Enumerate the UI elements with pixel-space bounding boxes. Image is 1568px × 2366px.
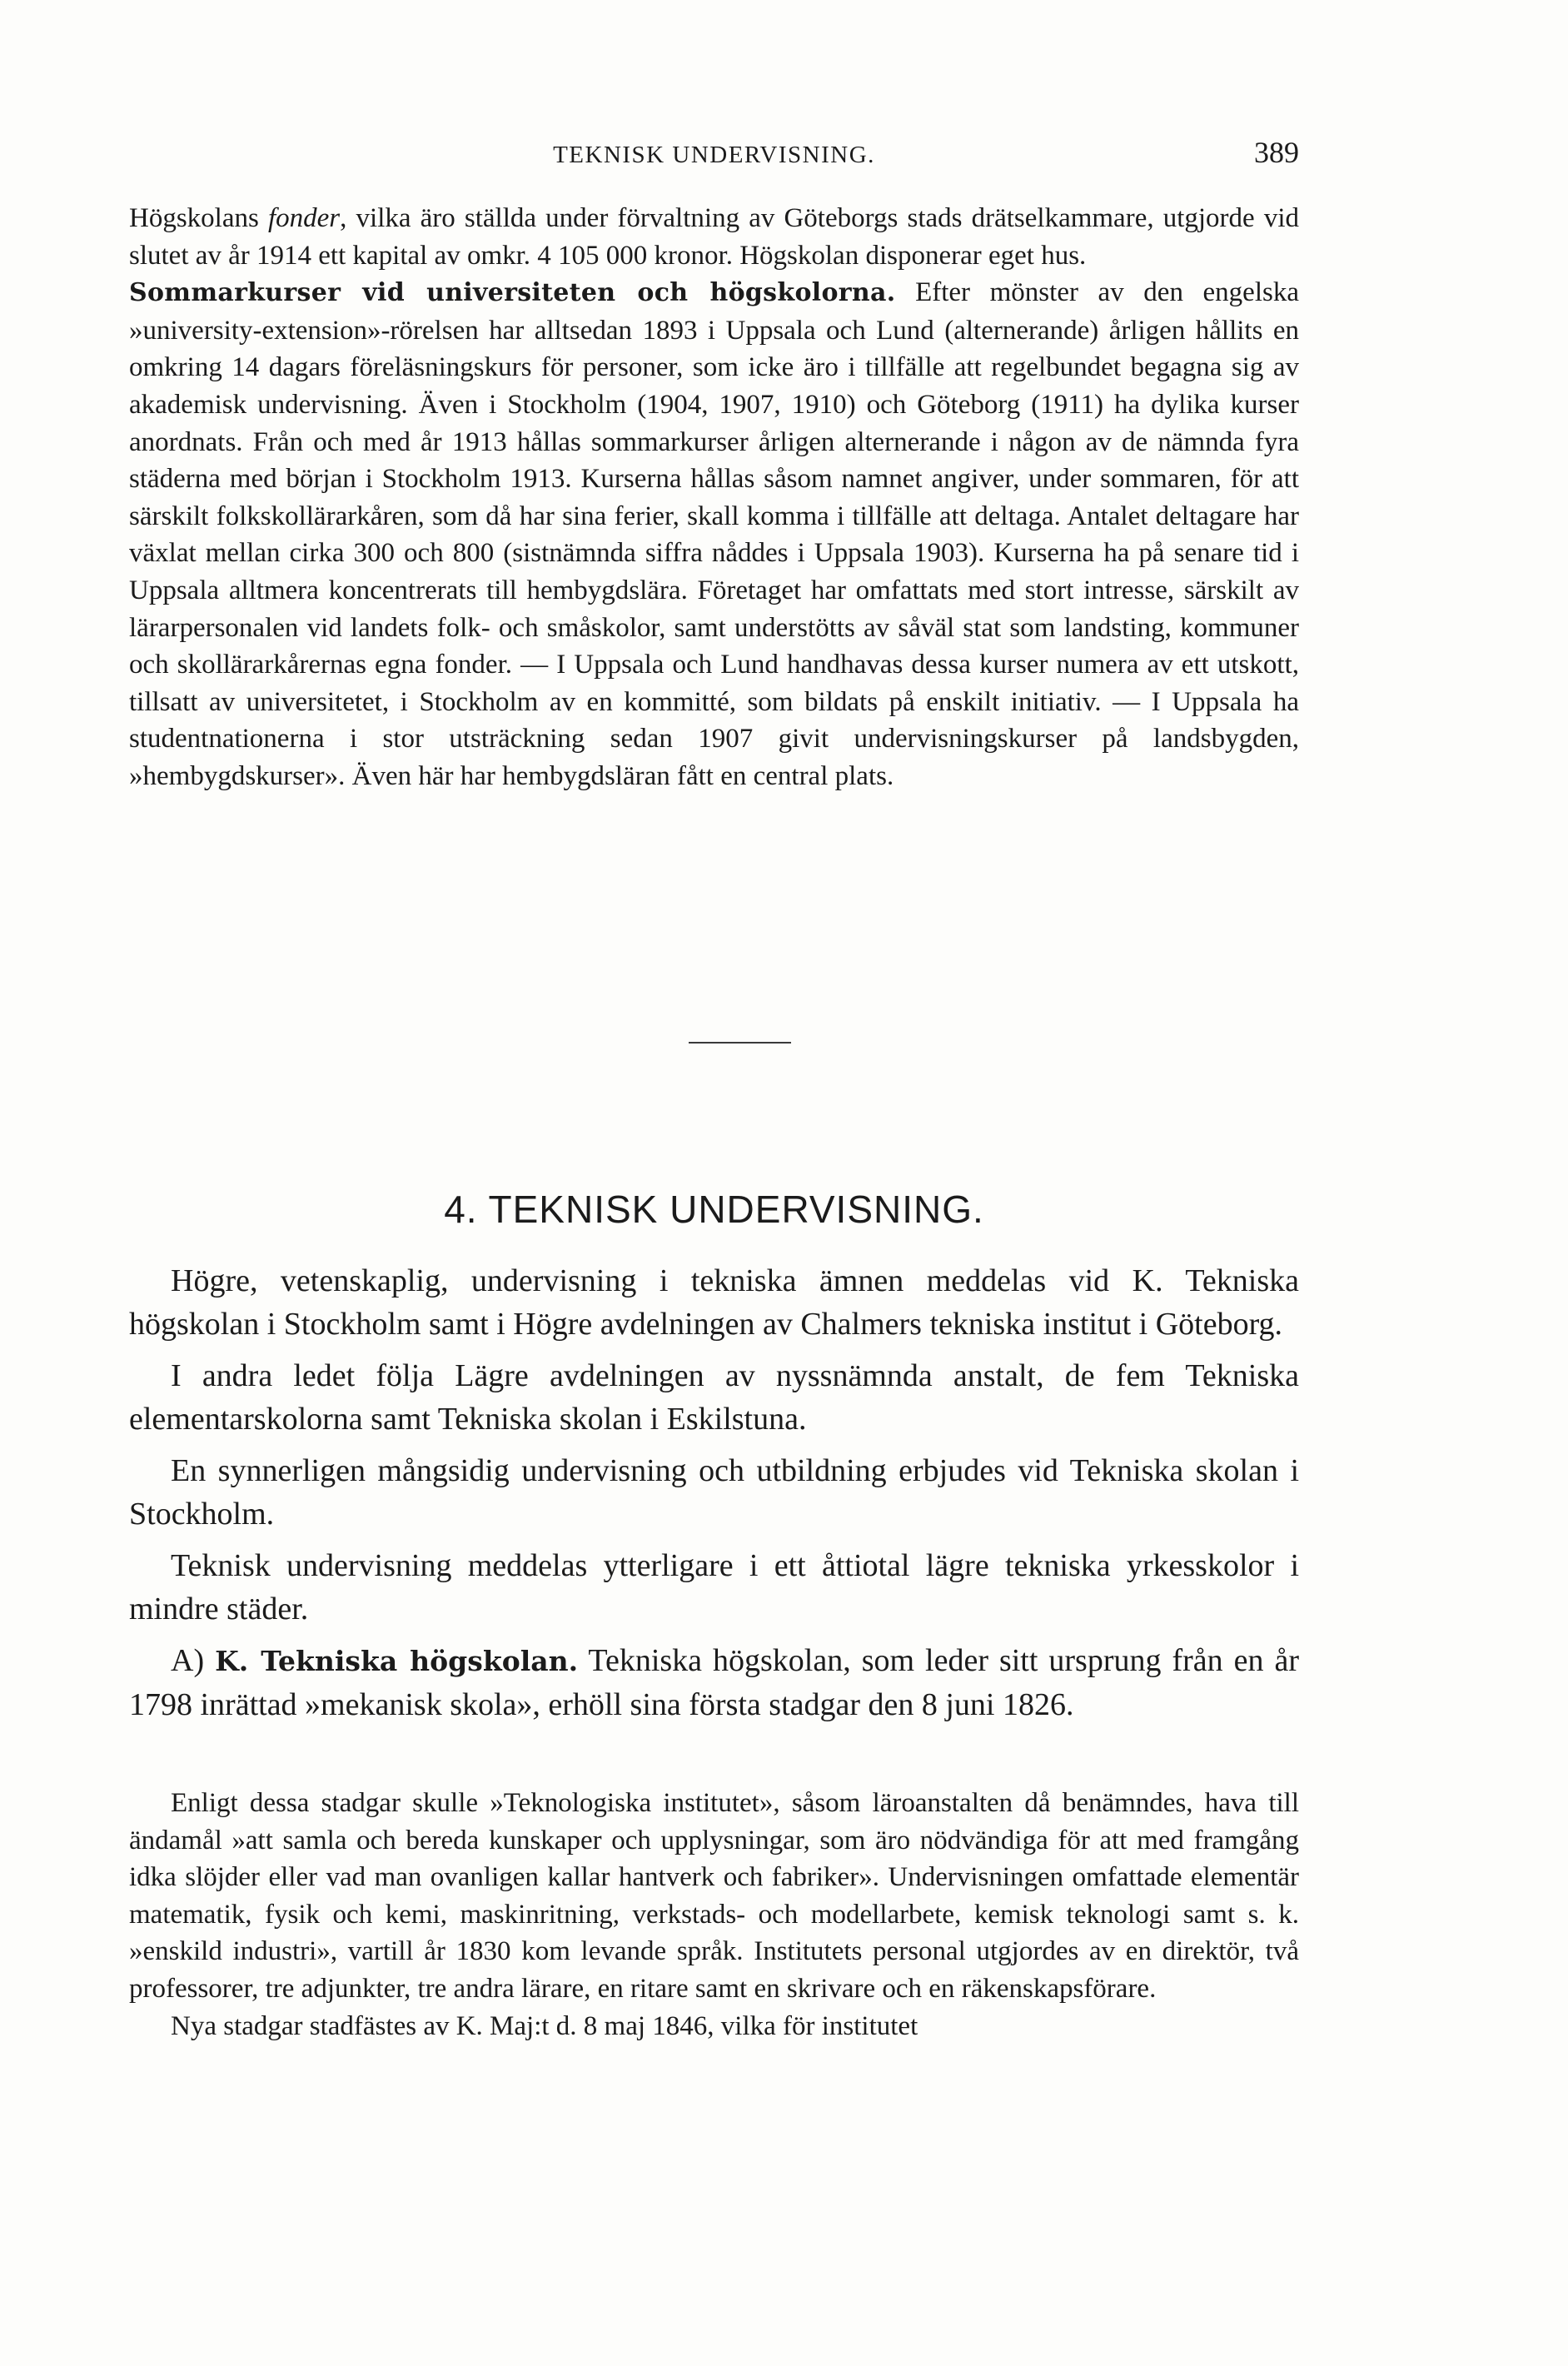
continuation-text-block [129, 1785, 1299, 2045]
fonder-italic-word: fonder [267, 203, 341, 233]
section-paragraph: Högre, vetenskaplig, undervisning i tekniska ämnen meddelas vid K. Tekniska högskolan i Stockholm samt i Högre avdelningen av Chalmers tekniska institut i Göteborg. [129, 1263, 1299, 1342]
sommarkurser-paragraph-text: Efter mönster av den engelska »university-extension»-rörelsen har alltsedan 1893 i Uppsala och Lund (alternerande) årligen hållits en omkring 14 dagars föreläsningskurs för personer, som icke äro i tillfälle att regelbundet begagna sig av akademisk undervisning. Även i Stockholm (1904, 1907, 1910) och Göteborg (1911) ha dylika kurser anordnats. Från och med år 1913 hållas sommarkurser årligen alternerande i någon av de nämnda fyra städerna med början i Stockholm 1913. Kurserna hållas såsom namnet angiver, under sommaren, för att särskilt folkskollärarkåren, som då har sina ferier, skall komma i tillfälle att deltaga. Antalet deltagare har växlat mellan cirka 300 och 800 (sistnämnda siffra nåddes i Uppsala 1903). Kurserna ha på senare tid i Uppsala alltmera koncentrerats till hembygdslära. Företaget har omfattats med stort intresse, särskilt av lärarpersonalen vid landets folk- och småskolor, samt understötts av såväl stat som landsting, kommuner och skollärarkårernas egna fonder. — I Uppsala och Lund handhavas dessa kurser numera av ett utskott, tillsatt av universitetet, i Stockholm av en kommitté, som bildats på enskilt initiativ. — I Uppsala ha studentnationerna i stor utsträckning sedan 1907 givit undervisningskurser på landsbygden, »hembygdskurser». Även här har hembygdsläran fått en central plats. [129, 277, 1299, 791]
intro-text-block [129, 200, 1299, 795]
section-paragraph: I andra ledet följa Lägre avdelningen av nyssnämnda anstalt, de fem Tekniska elementarskolorna samt Tekniska skolan i Eskilstuna. [129, 1358, 1299, 1437]
stadgar-paragraph: Enligt dessa stadgar skulle »Teknologiska institutet», såsom läroanstalten då benämndes, hava till ändamål »att samla och bereda kunskaper och upplysningar, som äro nödvändiga för att med framgång idka slöjder eller vad man ovanligen kallar hantverk och fabriker». Undervisningen omfattade elementär matematik, fysik och kemi, maskinritning, verkstads- och modellarbete, kemisk teknologi samt s. k. »enskild industri», vartill år 1830 kom levande språk. Institutets personal utgjordes av en direktör, två professorer, tre adjunkter, tre andra lärare, en ritare samt en skrivare och en räkenskapsförare. [129, 1788, 1299, 2004]
subsection-paragraph [129, 1639, 1299, 1726]
sommarkurser-runin-heading: Sommarkurser vid universiteten och högskolorna. [129, 278, 896, 308]
nya-stadgar-paragraph: Nya stadgar stadfästes av K. Maj:t d. 8 maj 1846, vilka för institutet [171, 2010, 918, 2041]
page-number: 389 [1254, 136, 1299, 169]
fonder-paragraph-rest: , vilka äro ställda under förvaltning av Göteborgs stads drätselkammare, utgjorde vid slutet av år 1914 ett kapital av omkr. 4 105 000 kronor. Högskolan disponerar eget hus. [129, 203, 1299, 271]
fonder-paragraph-start: Högskolans [129, 203, 268, 233]
page-header [129, 135, 1299, 177]
section-paragraph: Teknisk undervisning meddelas ytterligare i ett åttiotal lägre tekniska yrkesskolor i mindre städer. [129, 1548, 1299, 1626]
subsection-text: Tekniska högskolan, som leder sitt ursprung från en år 1798 inrättad »mekanisk skola», erhöll sina första stadgar den 8 juni 1826. [129, 1643, 1299, 1722]
subsection-prefix: A) [171, 1643, 216, 1678]
fonder-paragraph [129, 200, 1299, 274]
section-text-block [129, 1259, 1299, 1735]
subsection-label: K. Tekniska högskolan. [215, 1645, 579, 1677]
section-paragraph: En synnerligen mångsidig undervisning och utbildning erbjudes vid Tekniska skolan i Stockholm. [129, 1453, 1299, 1532]
section-heading: 4. TEKNISK UNDERVISNING. [444, 1188, 984, 1231]
running-title: TEKNISK UNDERVISNING. [553, 142, 875, 168]
section-divider [689, 1042, 791, 1044]
sommarkurser-paragraph [129, 274, 1299, 794]
